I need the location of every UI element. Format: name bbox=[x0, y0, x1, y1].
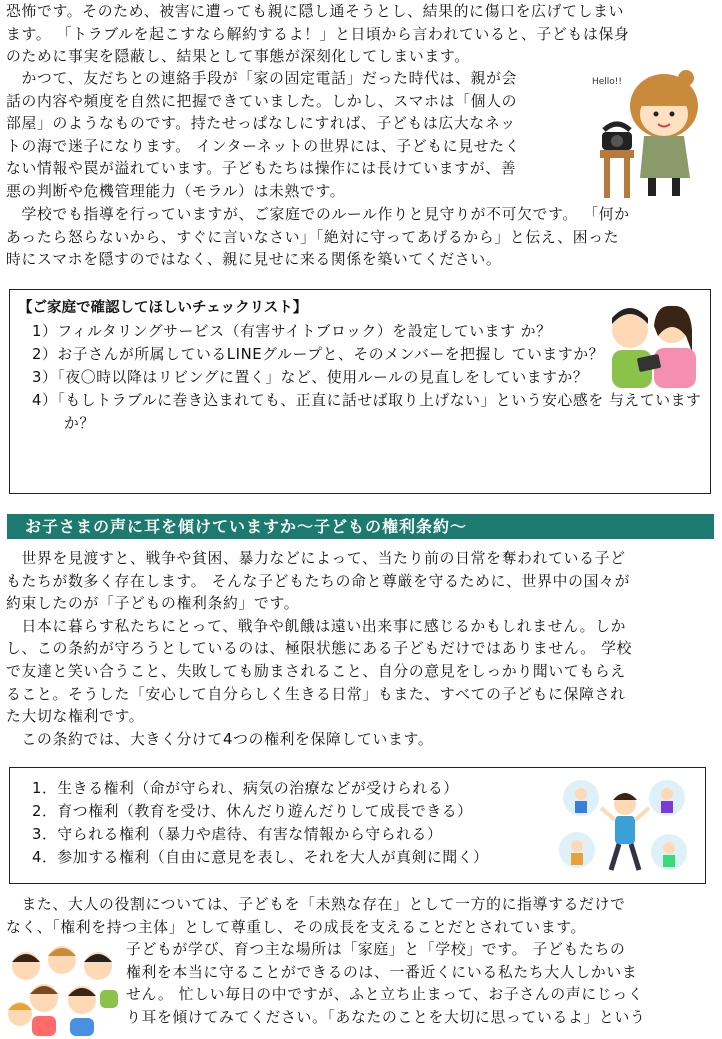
rights-item: 4．参加する権利（自由に意見を表し、それを大人が真剣に聞く） bbox=[32, 849, 489, 866]
text-line: 時にスマホを隠すのではなく、親に見せに来る関係を築いてください。 bbox=[6, 251, 502, 269]
text-line: 約束したのが「子どもの権利条約」です。 bbox=[6, 595, 300, 613]
children-group-illustration bbox=[4, 940, 120, 1036]
checklist-list bbox=[32, 320, 702, 435]
text-line: 恐怖です。そのため、被害に遭っても親に隠し通そうとし、結果的に傷口を広げてしまい bbox=[6, 3, 625, 20]
text-line: トの海で迷子になります。 インターネットの世界には、子どもに見せたく bbox=[6, 137, 521, 155]
checklist-item: 2）お子さんが所属しているLINEグループと、そのメンバーを把握し ていますか？ bbox=[32, 346, 605, 363]
rights-box bbox=[9, 767, 706, 884]
section-heading-banner: お子さまの声に耳を傾けていますか～子どもの権利条約～ bbox=[7, 514, 714, 539]
text-line: 話の内容や頻度を自然に把握できていました。しかし、スマホは「個人の bbox=[6, 92, 518, 110]
paragraph-intro bbox=[6, 1, 712, 69]
text-line: ること。そうした「安心して自分らしく生きる日常」もまた、すべての子どもに保障され bbox=[6, 685, 626, 703]
text-line: で友達と笑い合うこと、失敗しても励まされること、自分の意見をしっかり聞いてもらえ bbox=[6, 662, 626, 680]
paragraph-school bbox=[6, 204, 712, 272]
text-line: ない情報や罠が溢れています。子どもたちは操作には長けていますが、善 bbox=[6, 160, 517, 178]
hello-text: Hello!! bbox=[592, 77, 623, 87]
text-line: かつて、友だちとの連絡手段が「家の固定電話」だった時代は、親が会 bbox=[6, 70, 518, 87]
checklist-item: 1）フィルタリングサービス（有害サイトブロック）を設定しています か？ bbox=[32, 323, 552, 340]
paragraph-home-school bbox=[126, 939, 714, 1029]
text-line: もたちが数多く存在します。 そんな子どもたちの命と尊厳を守るために、世界中の国々が bbox=[6, 572, 631, 590]
rights-item: 1．生きる権利（命が守られ、病気の治療などが受けられる） bbox=[32, 780, 459, 797]
paragraph-adult-role bbox=[6, 894, 712, 939]
rights-item: 2．育つ権利（教育を受け、休んだり遊んだりして成長できる） bbox=[32, 803, 473, 820]
checklist-box bbox=[9, 289, 711, 494]
text-line: 悪の判断や危機管理能力（モラル）は未熟です。 bbox=[6, 182, 346, 200]
text-line: 子どもが学び、育つ主な場所は「家庭」と「学校」です。 子どもたちの bbox=[126, 941, 626, 958]
text-line: 権利を本当に守ることができるのは、一番近くにいる私たち大人しかいま bbox=[126, 963, 638, 981]
parent-child-smartphone-illustration bbox=[598, 296, 702, 388]
text-line: のために事実を隠蔽し、結果として事態が深刻化してしまいます。 bbox=[6, 48, 470, 66]
text-line: し、この条約が守ろうとしているのは、極限状態にある子どもだけではありません。 学校 bbox=[6, 640, 633, 658]
rights-list bbox=[32, 777, 489, 869]
checklist-item: 4）「もしトラブルに巻き込まれても、正直に話せば取り上げない」という安心感を 与えていますか？ bbox=[32, 392, 702, 432]
rights-item: 3．守られる権利（暴力や虐待、有害な情報から守られる） bbox=[32, 826, 443, 843]
text-line: 世界を見渡すと、戦争や貧困、暴力などによって、当たり前の日常を奪われている子ど bbox=[6, 550, 626, 567]
text-line: ます。 「トラブルを起こすなら解約するよ！」と日頃から言われていると、子どもは保身 bbox=[6, 25, 630, 43]
text-line: せん。 忙しい毎日の中ですが、ふと立ち止まって、お子さんの声にじっく bbox=[126, 986, 644, 1004]
text-line: また、大人の役割については、子どもを「未熟な存在」として一方的に指導するだけで bbox=[6, 896, 626, 913]
checklist-title: 【ご家庭で確認してほしいチェックリスト】 bbox=[18, 300, 308, 316]
text-line: この条約では、大きく分けて4つの権利を保障しています。 bbox=[6, 730, 434, 748]
text-line: り耳を傾けてみてください。「あなたのことを大切に思っているよ」という bbox=[126, 1008, 646, 1026]
text-line: 日本に暮らす私たちにとって、戦争や飢餓は遠い出来事に感じるかもしれません。しか bbox=[6, 617, 627, 635]
text-line: 学校でも指導を行っていますが、ご家庭でのルール作りと見守りが不可欠です。 「何か bbox=[6, 206, 630, 223]
text-line: た大切な権利です。 bbox=[6, 708, 145, 726]
checklist-item: 3）「夜〇時以降はリビングに置く」など、使用ルールの見直しをしていますか？ bbox=[32, 369, 589, 386]
girl-telephone-illustration bbox=[590, 62, 714, 202]
paragraph-phone bbox=[6, 68, 566, 204]
text-line: 部屋」のようなものです。持たせっぱなしにすれば、子どもは広大なネッ bbox=[6, 115, 516, 133]
paragraph-rights-intro bbox=[6, 548, 712, 751]
text-line: あったら怒らないから、すぐに言いなさい」「絶対に守ってあげるから」と伝え、困った bbox=[6, 228, 620, 246]
children-rights-illustration bbox=[555, 774, 697, 878]
text-line: なく、「権利を持つ主体」として尊重し、その成長を支えることだとされています。 bbox=[6, 918, 587, 936]
